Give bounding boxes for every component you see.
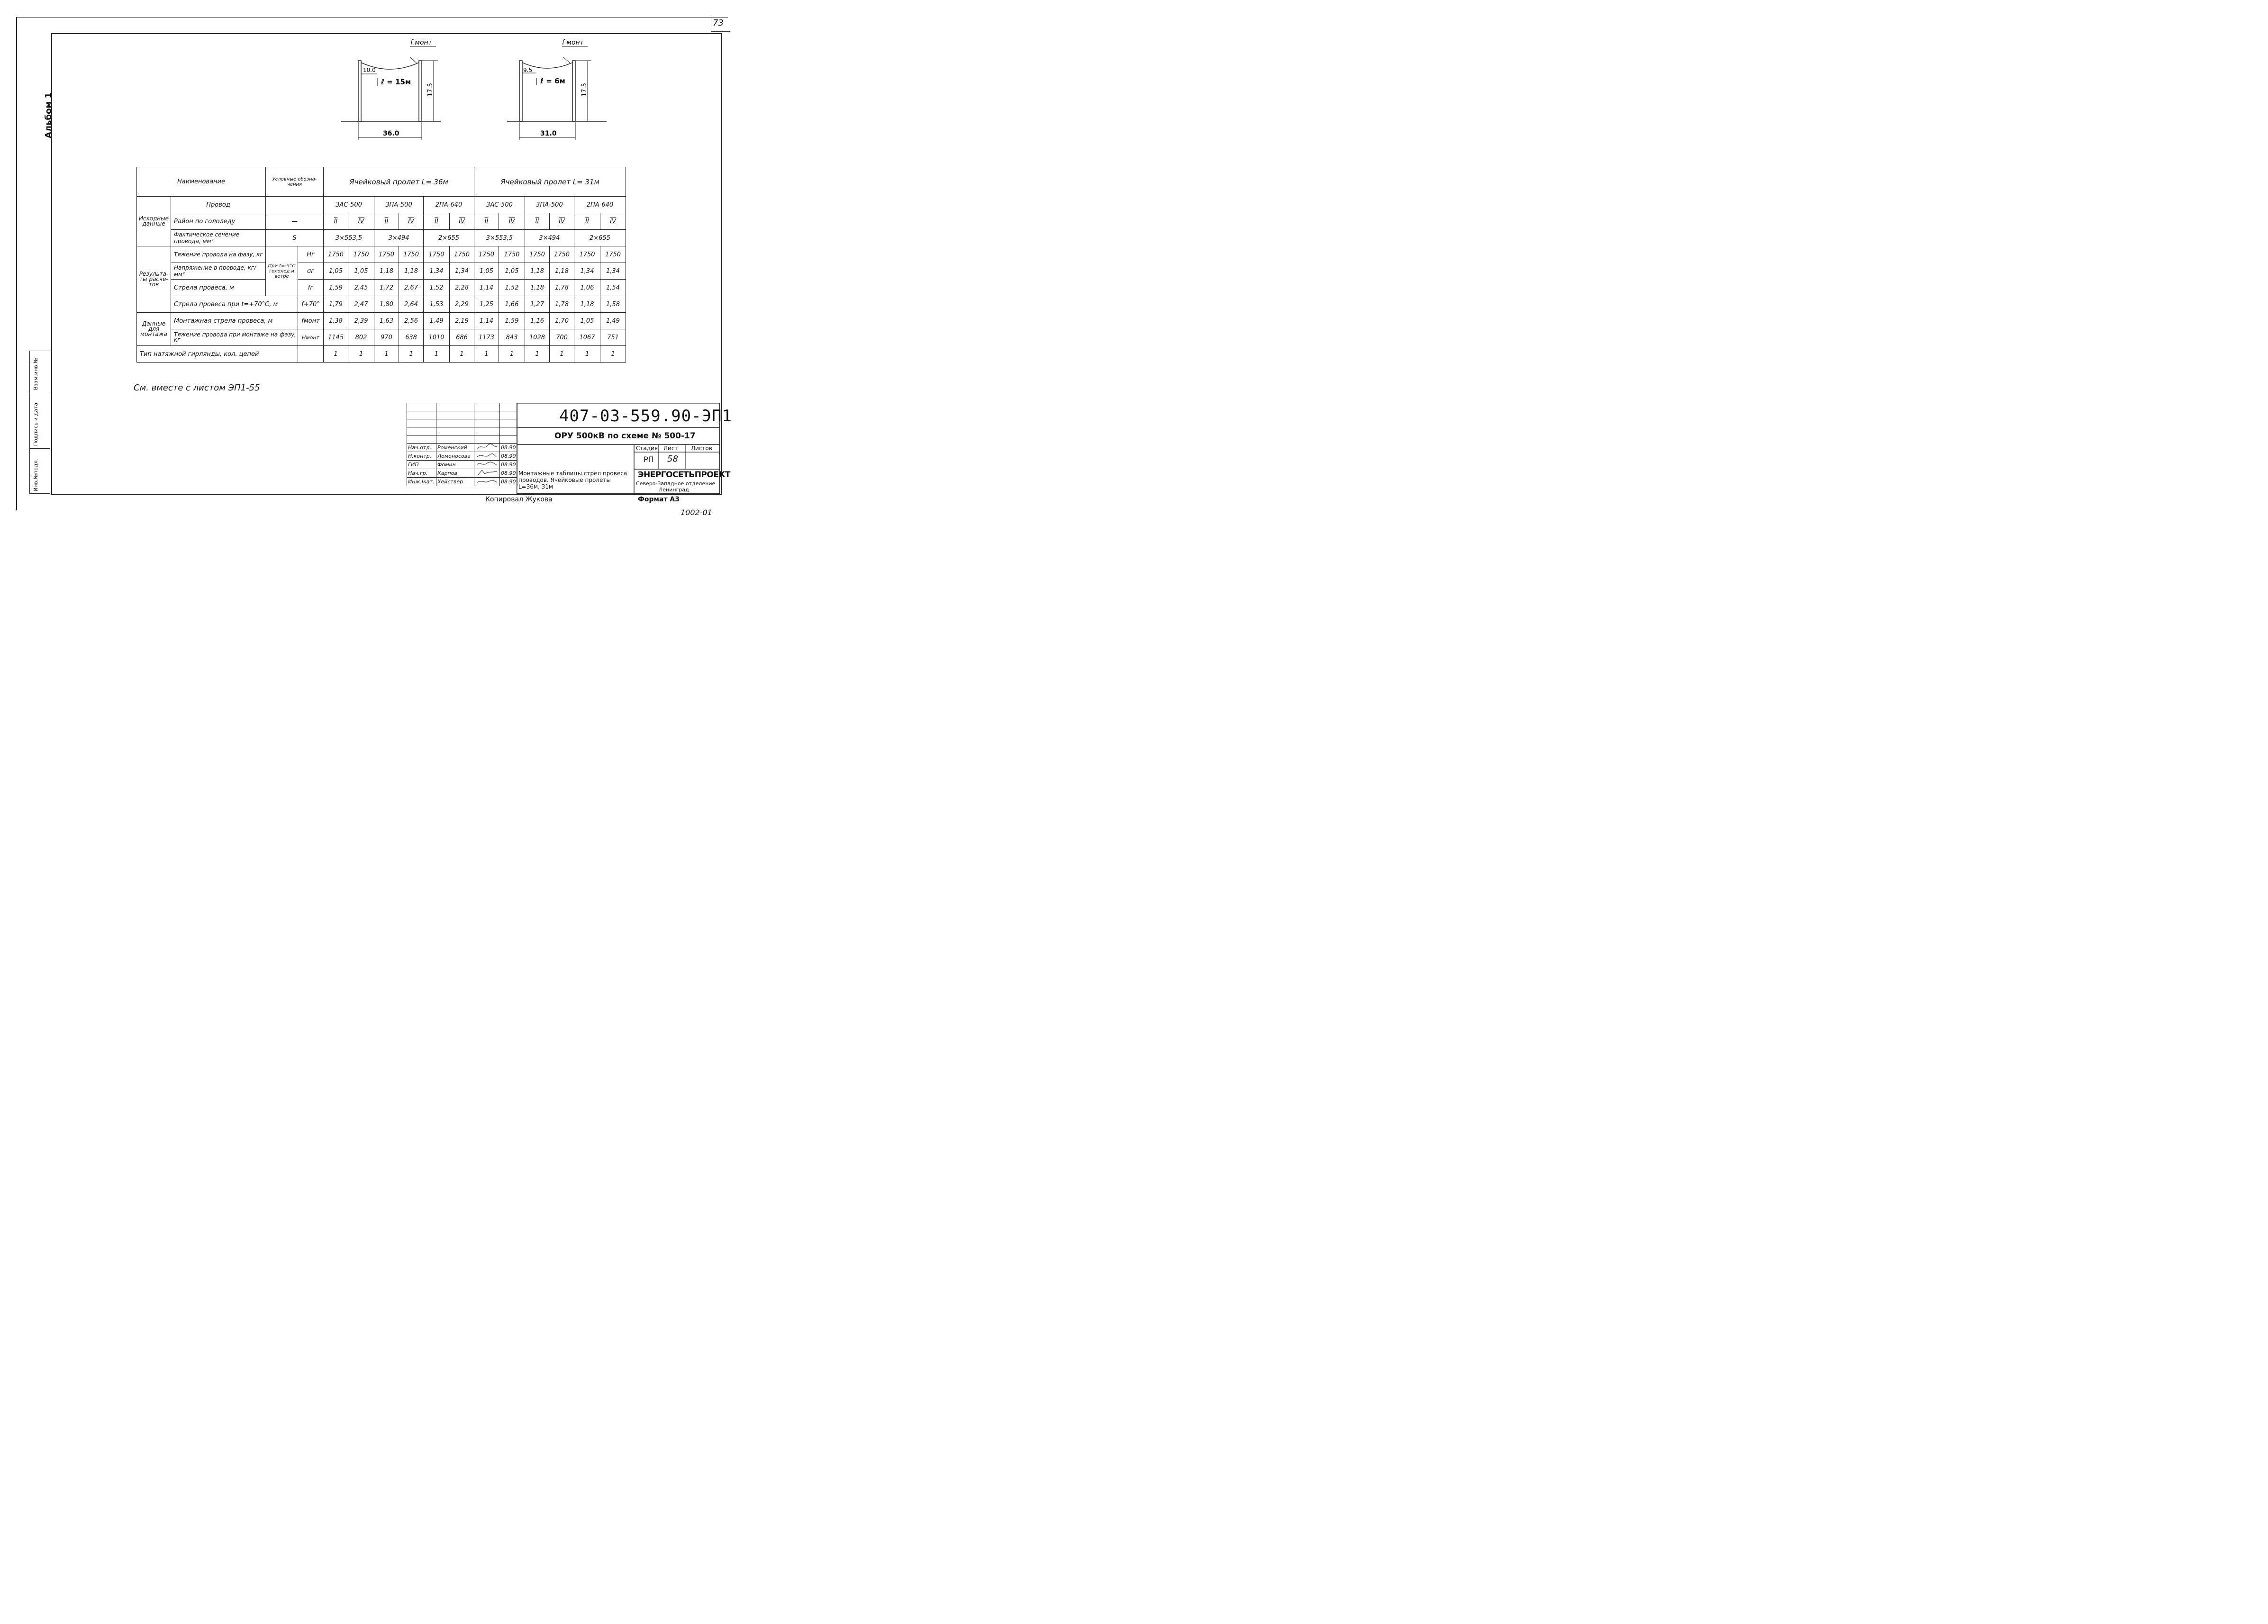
install-sag-cell: 1,49 (424, 313, 450, 329)
install-sag-cell: 1,05 (574, 313, 600, 329)
sag70-cell: 2,29 (450, 296, 474, 313)
tb-empty (500, 411, 517, 419)
garland-cell: 1 (499, 346, 525, 363)
row-sag70-label: Стрела провеса при t=+70°С, м (171, 296, 298, 313)
sag70-cell: 1,53 (424, 296, 450, 313)
row-section-label: Фактическое сечение провода, мм² (171, 230, 266, 246)
diagram1-width: 36.0 (383, 130, 399, 137)
wire-cell: 2ПА-640 (424, 197, 474, 213)
install-tension-cell: 1173 (474, 329, 499, 346)
garland-cell: 1 (348, 346, 374, 363)
org-city: Ленинград (659, 487, 689, 493)
install-sag-cell: 1,59 (499, 313, 525, 329)
wire-cell: 3ПА-500 (525, 197, 574, 213)
diagram2-span-label: ℓ = 6м (540, 77, 565, 85)
listov-label: Листов (691, 445, 712, 452)
ice-cell: IV (348, 213, 374, 230)
condition-cell: При t=-5°С гололед и ветре (266, 246, 298, 296)
install-tension-cell: 1145 (324, 329, 348, 346)
garland-cell: 1 (399, 346, 424, 363)
section-cell: 3×553,5 (474, 230, 525, 246)
wire-symbol (266, 197, 324, 213)
tension-symbol: Hг (298, 246, 324, 263)
sag-symbol: fг (298, 280, 324, 296)
see-also-note: См. вместе с листом ЭП1-55 (134, 383, 260, 393)
tb-empty (436, 403, 474, 411)
sag70-cell: 1,78 (550, 296, 574, 313)
wire-cell: 3ПА-500 (374, 197, 424, 213)
tb-empty (407, 419, 436, 427)
install-tension-cell: 1028 (525, 329, 550, 346)
tension-cell: 1750 (324, 246, 348, 263)
install-tension-cell: 751 (600, 329, 626, 346)
row-stress-label: Напряжение в проводе, кг/мм² (171, 263, 266, 280)
signer-date: 08.90 (500, 452, 517, 461)
sag70-cell: 2,64 (399, 296, 424, 313)
signer-role: ГИП (407, 461, 436, 469)
signer-signature (474, 444, 500, 452)
org-branch: Северо-Западное отделение (636, 481, 716, 487)
garland-cell: 1 (450, 346, 474, 363)
row-tension-label: Тяжение провода на фазу, кг (171, 246, 266, 263)
install-sag-cell: 1,16 (525, 313, 550, 329)
sag70-cell: 1,27 (525, 296, 550, 313)
signer-role: Нач.отд. (407, 444, 436, 452)
tb-empty (474, 419, 500, 427)
install-tension-symbol: Hмонт (298, 329, 324, 346)
ice-symbol: — (266, 213, 324, 230)
ice-cell: IV (600, 213, 626, 230)
install-tension-cell: 802 (348, 329, 374, 346)
sag-cell: 2,28 (450, 280, 474, 296)
sag-cell: 1,18 (525, 280, 550, 296)
wire-cell: 3АС-500 (474, 197, 525, 213)
ice-cell: II (374, 213, 399, 230)
install-sag-cell: 1,49 (600, 313, 626, 329)
tb-empty (436, 411, 474, 419)
stadia-label: Стадия (636, 445, 658, 452)
diagram2-right-height: 17.5 (581, 83, 588, 97)
tension-cell: 1750 (600, 246, 626, 263)
bottom-number: 1002-01 (680, 508, 712, 517)
signer-date: 08.90 (500, 478, 517, 486)
header-span-36: Ячейковый пролет L= 36м (324, 167, 474, 197)
tb-empty (436, 435, 474, 444)
sag70-cell: 1,18 (574, 296, 600, 313)
sag70-cell: 1,58 (600, 296, 626, 313)
sag70-cell: 1,25 (474, 296, 499, 313)
diagram1-f-label: f монт (410, 39, 432, 46)
span-diagrams (332, 36, 635, 145)
tension-cell: 1750 (499, 246, 525, 263)
header-name: Наименование (137, 167, 266, 197)
tb-empty (474, 427, 500, 435)
diagram2-width: 31.0 (540, 130, 557, 137)
garland-cell: 1 (374, 346, 399, 363)
diagram1-right-height: 17.5 (427, 83, 434, 97)
diagram-span-31 (507, 39, 607, 140)
garland-cell: 1 (474, 346, 499, 363)
stamp-vzam-inv: Взам.инв.№ (33, 358, 39, 390)
tb-empty (500, 419, 517, 427)
ice-cell: II (574, 213, 600, 230)
stress-symbol: σг (298, 263, 324, 280)
sheet-title: Монтажные таблицы стрел провеса проводов. Ячейковые пролеты L=36м, 31м (518, 470, 627, 490)
install-sag-cell: 1,63 (374, 313, 399, 329)
document-number: 407-03-559.90-ЭП1 (559, 407, 732, 426)
wire-cell: 2ПА-640 (574, 197, 626, 213)
stress-cell: 1,18 (525, 263, 550, 280)
sag-cell: 1,52 (499, 280, 525, 296)
garland-cell: 1 (324, 346, 348, 363)
diagram2-f-label: f монт (562, 39, 584, 46)
paper-format: Формат А3 (638, 496, 680, 503)
garland-cell: 1 (574, 346, 600, 363)
tension-cell: 1750 (474, 246, 499, 263)
stamp-inv-podl: Инв.№подл. (33, 459, 39, 491)
section-symbol: S (266, 230, 324, 246)
tension-cell: 1750 (525, 246, 550, 263)
garland-cell: 1 (600, 346, 626, 363)
ice-cell: IV (499, 213, 525, 230)
diagram-span-36 (341, 39, 441, 140)
row-ice-label: Район по гололеду (171, 213, 266, 230)
sag-cell: 1,72 (374, 280, 399, 296)
tb-empty (436, 427, 474, 435)
sag70-cell: 2,47 (348, 296, 374, 313)
signer-signature (474, 469, 500, 478)
row-install-tension-label: Тяжение провода при монтаже на фазу, кг (171, 329, 298, 346)
stress-cell: 1,05 (324, 263, 348, 280)
ice-cell: II (525, 213, 550, 230)
stress-cell: 1,34 (450, 263, 474, 280)
signer-role: Н.контр. (407, 452, 436, 461)
row-install-sag-label: Монтажная стрела провеса, м (171, 313, 298, 329)
tension-cell: 1750 (424, 246, 450, 263)
sag-cell: 1,52 (424, 280, 450, 296)
group-results: Результа- ты расче- тов (137, 246, 171, 313)
row-garland-label: Тип натяжной гирлянды, кол. цепей (137, 346, 298, 363)
sag-cell: 1,78 (550, 280, 574, 296)
list-label: Лист (663, 445, 678, 452)
install-tension-cell: 970 (374, 329, 399, 346)
tb-empty (474, 411, 500, 419)
sag-cell: 1,14 (474, 280, 499, 296)
sag70-cell: 1,66 (499, 296, 525, 313)
sag-cell: 1,06 (574, 280, 600, 296)
title-block-grid (407, 403, 517, 486)
signer-name: Хействер (436, 478, 474, 486)
install-tension-cell: 1067 (574, 329, 600, 346)
tb-empty (436, 419, 474, 427)
stress-cell: 1,18 (550, 263, 574, 280)
diagram2-left-height: 9.5 (523, 67, 533, 73)
signer-date: 08.90 (500, 469, 517, 478)
ice-cell: IV (550, 213, 574, 230)
stress-cell: 1,34 (574, 263, 600, 280)
install-sag-cell: 2,56 (399, 313, 424, 329)
signer-role: Нач.гр. (407, 469, 436, 478)
diagram1-left-height: 10.0 (363, 67, 376, 73)
stress-cell: 1,34 (424, 263, 450, 280)
signer-name: Ломоносова (436, 452, 474, 461)
tb-empty (407, 403, 436, 411)
group-initial: Исходные данные (137, 197, 171, 246)
header-span-31: Ячейковый пролет L= 31м (474, 167, 626, 197)
signer-signature (474, 478, 500, 486)
signer-name: Роменский (436, 444, 474, 452)
tb-empty (407, 411, 436, 419)
list-value: 58 (667, 454, 678, 464)
garland-symbol (298, 346, 324, 363)
side-stamp (29, 351, 50, 494)
album-label: Альбом 1 (44, 92, 54, 138)
tb-empty (474, 435, 500, 444)
stamp-podpis-data: Подпись и дата (33, 402, 39, 446)
sag-cell: 2,67 (399, 280, 424, 296)
org-name: ЭНЕРГОСЕТЬПРОЕКТ (638, 470, 730, 480)
sag-cell: 2,45 (348, 280, 374, 296)
signer-name: Карпов (436, 469, 474, 478)
install-tension-cell: 700 (550, 329, 574, 346)
install-sag-cell: 1,14 (474, 313, 499, 329)
sag-cell: 1,59 (324, 280, 348, 296)
sag70-cell: 1,80 (374, 296, 399, 313)
install-tension-cell: 638 (399, 329, 424, 346)
ice-cell: IV (399, 213, 424, 230)
garland-cell: 1 (550, 346, 574, 363)
object-name: ОРУ 500кВ по схеме № 500-17 (554, 431, 696, 441)
stress-cell: 1,05 (499, 263, 525, 280)
ice-cell: II (324, 213, 348, 230)
group-install: Данные для монтажа (137, 313, 171, 346)
section-cell: 3×494 (374, 230, 424, 246)
tension-cell: 1750 (374, 246, 399, 263)
sag-table (136, 167, 626, 363)
garland-cell: 1 (424, 346, 450, 363)
stress-cell: 1,05 (474, 263, 499, 280)
sag70-cell: 1,79 (324, 296, 348, 313)
row-sag-label: Стрела провеса, м (171, 280, 266, 296)
tension-cell: 1750 (574, 246, 600, 263)
row-wire-label: Провод (171, 197, 266, 213)
install-sag-cell: 2,19 (450, 313, 474, 329)
install-sag-cell: 1,38 (324, 313, 348, 329)
install-tension-cell: 686 (450, 329, 474, 346)
diagram1-span-label: ℓ = 15м (381, 78, 411, 86)
install-tension-cell: 843 (499, 329, 525, 346)
tb-empty (407, 435, 436, 444)
ice-cell: II (424, 213, 450, 230)
signer-name: Фомин (436, 461, 474, 469)
section-cell: 2×655 (574, 230, 626, 246)
copied-by: Копировал Жукова (485, 496, 553, 503)
stress-cell: 1,18 (399, 263, 424, 280)
section-cell: 2×655 (424, 230, 474, 246)
page-number: 73 (713, 18, 724, 28)
signer-date: 08.90 (500, 444, 517, 452)
ice-cell: II (474, 213, 499, 230)
tb-empty (474, 403, 500, 411)
tb-empty (500, 427, 517, 435)
stress-cell: 1,34 (600, 263, 626, 280)
signer-date: 08.90 (500, 461, 517, 469)
wire-cell: 3АС-500 (324, 197, 374, 213)
signer-signature (474, 461, 500, 469)
tb-empty (500, 435, 517, 444)
stress-cell: 1,18 (374, 263, 399, 280)
sag70-symbol: f+70° (298, 296, 324, 313)
install-sag-cell: 2,39 (348, 313, 374, 329)
tension-cell: 1750 (348, 246, 374, 263)
garland-cell: 1 (525, 346, 550, 363)
tension-cell: 1750 (450, 246, 474, 263)
stamp-divider (30, 448, 50, 449)
install-tension-cell: 1010 (424, 329, 450, 346)
stadia-value: РП (644, 455, 654, 464)
install-sag-symbol: fмонт (298, 313, 324, 329)
header-symbol: Условные обозна- чения (266, 167, 324, 197)
signer-signature (474, 452, 500, 461)
tb-empty (407, 427, 436, 435)
tb-empty (500, 403, 517, 411)
tension-cell: 1750 (399, 246, 424, 263)
tension-cell: 1750 (550, 246, 574, 263)
section-cell: 3×553,5 (324, 230, 374, 246)
install-sag-cell: 1,70 (550, 313, 574, 329)
section-cell: 3×494 (525, 230, 574, 246)
sag-cell: 1,54 (600, 280, 626, 296)
stress-cell: 1,05 (348, 263, 374, 280)
ice-cell: IV (450, 213, 474, 230)
signer-role: Инж.Iкат. (407, 478, 436, 486)
